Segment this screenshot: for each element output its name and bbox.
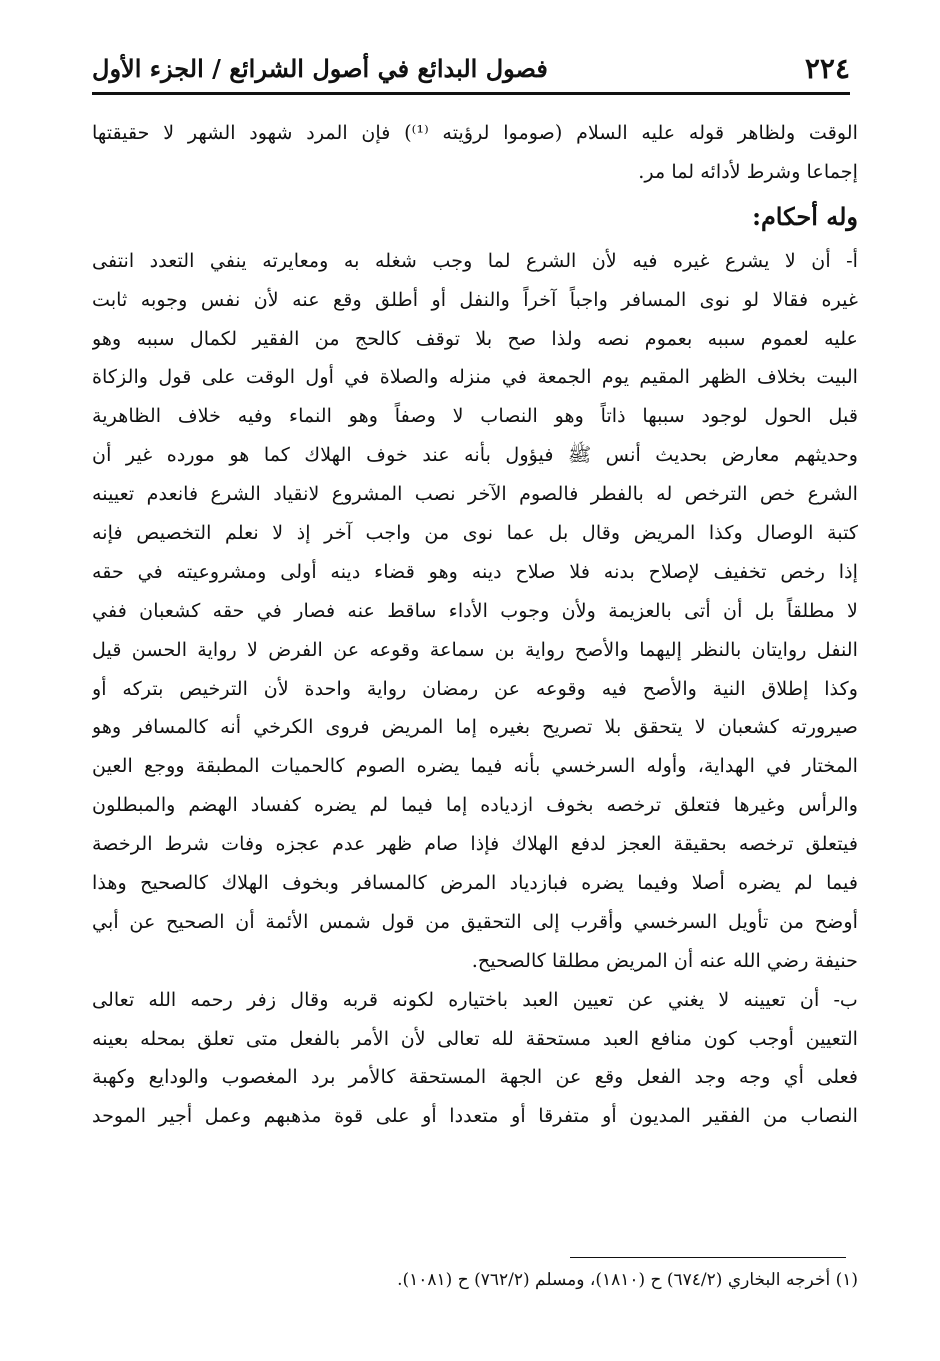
paragraph-a [92,242,858,981]
text-line: حنيفة رضي الله عنه أن المريض مطلقا كالصحيح. [471,948,858,972]
text-line: الوقت ولظاهر قوله عليه السلام (صوموا لرؤيته ⁽¹⁾) فإن المرد شهود الشهر لا حقيقتها [92,121,858,144]
body-text [92,114,858,1136]
text-line: إجماعا وشرط لأدائه لما مر. [638,159,858,183]
text-line: وكذا إطلاق النية والأصح فيه وقوعه عن رمضان رواية واحدة لأن الترخيص بتركه أو [92,676,858,700]
text-line: وحديثهم معارض بحديث أنس ﷺ فيؤول بأنه عند خوف الهلاك كما هو مورده غير أن [92,443,858,467]
text-line: غيره فقالا لو نوى المسافر واجباً آخراً والنفل أو أطلق وقع عنه لأن نفس وجوبه ثابت [92,287,858,311]
text-line: التعيين أوجب كون منافع العبد مستحقة لله تعالى لأن الأمر بالفعل متى تعلق بمحله بعينه [92,1026,858,1050]
footnote-divider [570,1257,846,1258]
text-line: فيما لم يضره أصلا وفيما يضره فبازدياد المرض كالمسافر وبخوف الهلاك كالصحيح وهذا [92,871,858,895]
text-line: أ- أن لا يشرع غيره فيه لأن الشرع لما وجب شغله به ومعايرته ينفي التعدد انتفى [92,248,858,272]
text-line: المختار في الهداية، وأوله السرخسي بأنه فيما يضره الصوم كالحميات المطبقة ووجع العين [92,754,858,778]
section-heading: وله أحكام: [752,201,858,231]
text-line: أوضح من تأويل السرخسي وأقرب إلى التحقيق من قول شمس الأئمة أن الصحيح عن أبي [92,909,858,933]
text-line: النصاب من الفقير المديون أو متفرقا أو متعددا أو على قوة مذهبهم وعمل أجير الموحد [92,1104,858,1128]
text-line: لا مطلقاً بل أن أتى بالعزيمة ولأن وجوب الأداء ساقط عنه فصار في حقه كشعبان ففي [92,598,858,622]
text-line: النفل روايتان بالنظر إليهما والأصح رواية بن سماعة وقوعه عن الفرض لا رواية الحسن قيل [92,637,858,661]
text-line: فعلى أي وجه وجد الفعل وقع عن الجهة المستحقة كالأمر برد المغصوب والودايع وكهبة [92,1065,858,1089]
footnote: (١) أخرجه البخاري (٦٧٤/٢) ح (١٨١٠)، ومسلم (٧٦٢/٢) ح (١٠٨١). [397,1270,858,1290]
text-line: قبل الحول لوجود سببها ذاتاً وهو النصاب لا وصفاً وهو النماء وفيه خلاف الظاهرية [92,404,858,428]
paragraph-b [92,981,858,1137]
text-line: عليه لعموم سببه بعموم نصه ولذا صح بلا توقف كالحج من الفقير لكمال سببه وهو [92,326,858,350]
text-line: البيت بخلاف الظهر المقيم يوم الجمعة في منزله والصلاة في أول الوقت على قول والزكاة [92,365,858,389]
page-number: ٢٢٤ [804,51,850,85]
text-line: فيتعلق ترخصه بحقيقة العجز لدفع الهلاك فإذا صام ظهر عدم عجزه وفات شرط الرخصة [92,832,858,856]
text-line: صيرورته كشعبان لا يتحقق بلا تصريح بغيره إما المريض فروى الكرخي أنه كالمسافر وهو [92,715,858,739]
text-line: إذا رخص تخفيف لإصلاح بدنه فلا صلاح دينه وهو قضاء دينه أولى ومشروعيته في حقه [92,559,858,583]
running-header [92,44,850,95]
running-title: فصول البدائع في أصول الشرائع / الجزء الأول [92,53,548,83]
text-line: والرأس وغيرها فتعلق ترخصه بخوف ازدياده إما فيما لم يضره كفساد الهضم والمبطلون [92,793,858,817]
text-line: كتبة الوصال وكذا المريض وقال بل عما نوى من واجب آخر إذ لا نعلم التخصيص فإنه [92,521,858,545]
text-line: الشرع خص الترخص له بالفطر فالصوم الآخر نصب المشروع لانقياد الشرع فانعدم تعيينه [92,482,858,506]
text-line: ب- أن تعيينه لا يغني عن تعيين العبد باختياره لكونه قربه وقال زفر رحمه الله تعالى [92,987,858,1011]
